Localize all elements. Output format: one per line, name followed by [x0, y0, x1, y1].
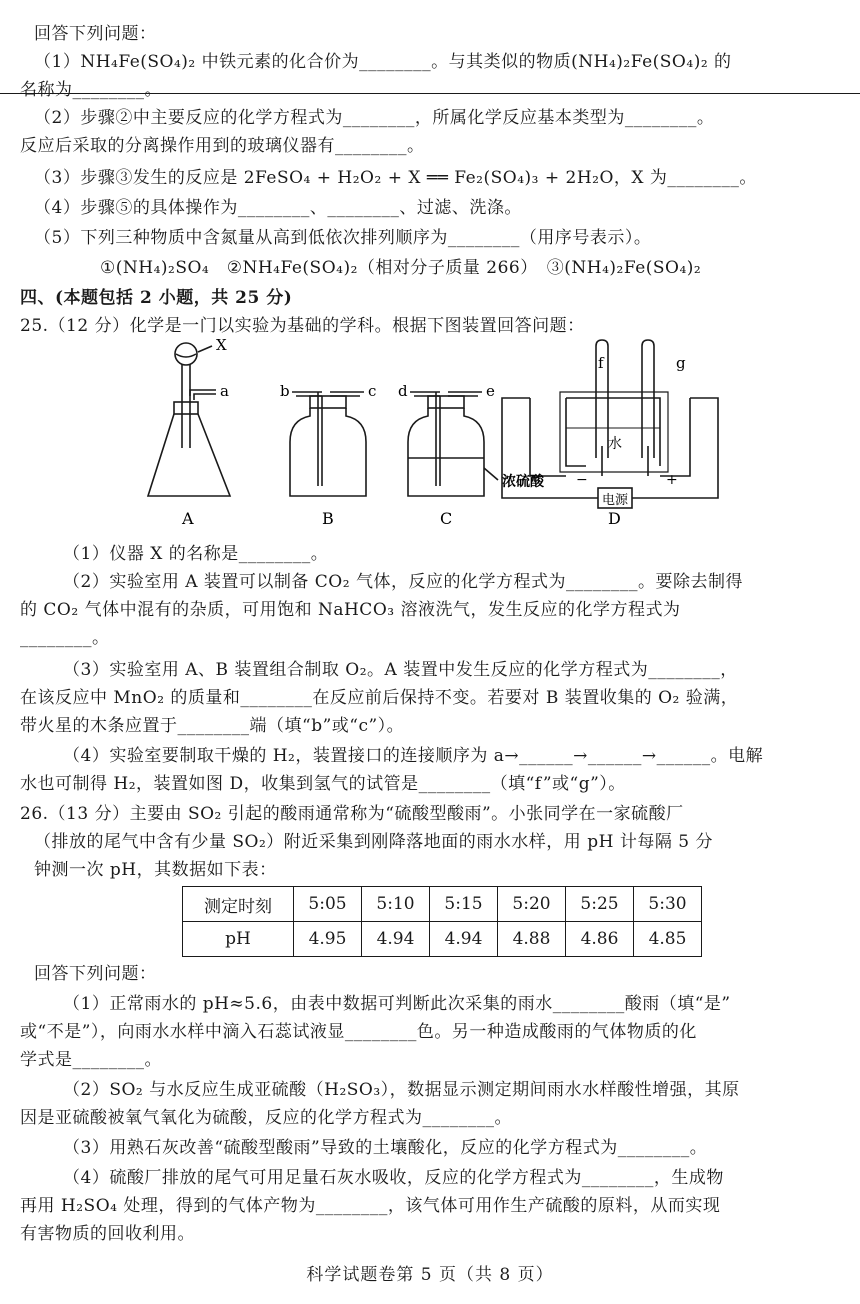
q26-stem-cont: （排放的尾气中含有少量 SO₂）附近采集到刚降落地面的雨水水样，用 pH 计每隔 5 分 [34, 832, 713, 852]
plus-sign: + [666, 472, 678, 488]
q26-part2: （2）SO₂ 与水反应生成亚硫酸（H₂SO₃），数据显示测定期间雨水水样酸性增强，其原 [63, 1080, 740, 1100]
q26-part1-cont: 或“不是”），向雨水水样中滴入石蕊试液显________色。另一种造成酸雨的气体物质的化 [20, 1022, 697, 1042]
caption-a: A [182, 509, 194, 528]
q26-part2-cont: 因是亚硫酸被氧气氧化为硫酸，反应的化学方程式为________。 [20, 1108, 512, 1128]
table-cell: 5:20 [498, 887, 566, 922]
q26-part4-cont2: 有害物质的回收利用。 [20, 1224, 195, 1244]
apparatus-b [290, 392, 366, 496]
label-a: a [220, 382, 229, 400]
q25-part3: （3）实验室用 A、B 装置组合制取 O₂。A 装置中发生反应的化学方程式为________， [63, 660, 738, 680]
table-cell: 4.94 [362, 922, 430, 957]
q25-part2: （2）实验室用 A 装置可以制备 CO₂ 气体，反应的化学方程式为________。要除去制得 [63, 572, 743, 592]
q26-stem: 26.（13 分）主要由 SO₂ 引起的酸雨通常称为“硫酸型酸雨”。小张同学在一家硫酸厂 [20, 804, 684, 824]
question-intro: 回答下列问题： [34, 24, 157, 44]
label-e: e [486, 382, 495, 400]
table-cell: 4.95 [294, 922, 362, 957]
q24-part3: （3）步骤③发生的反应是 2FeSO₄ + H₂O₂ + X ══ Fe₂(SO₄)₃ + 2H₂O，X 为________。 [34, 168, 757, 188]
table-cell: 5:05 [294, 887, 362, 922]
q25-part1: （1）仪器 X 的名称是________。 [63, 544, 329, 564]
page-footer: 科学试题卷第 5 页（共 8 页） [306, 1265, 554, 1285]
section-heading: 四、(本题包括 2 小题，共 25 分) [20, 288, 293, 308]
q24-part5: （5）下列三种物质中含氮量从高到低依次排列顺序为________（用序号表示）。 [34, 228, 652, 248]
q26-part4: （4）硫酸厂排放的尾气可用足量石灰水吸收，反应的化学方程式为________，生成物 [63, 1168, 724, 1188]
q24-part2: （2）步骤②中主要反应的化学方程式为________，所属化学反应基本类型为________。 [34, 108, 715, 128]
apparatus-a [148, 343, 230, 496]
label-f: f [598, 354, 604, 372]
q26-part1-cont2: 学式是________。 [20, 1050, 162, 1070]
caption-c: C [440, 509, 453, 528]
q25-part3-cont2: 带火星的木条应置于________端（填“b”或“c”）。 [20, 716, 405, 736]
q26-stem-cont2: 钟测一次 pH，其数据如下表： [34, 860, 277, 880]
apparatus-c [408, 392, 498, 496]
table-cell: 4.94 [430, 922, 498, 957]
ph-data-table [182, 886, 702, 957]
table-cell: 4.88 [498, 922, 566, 957]
q26-part3: （3）用熟石灰改善“硫酸型酸雨”导致的土壤酸化，反应的化学方程式为________。 [63, 1138, 708, 1158]
q25-part4-cont: 水也可制得 H₂，装置如图 D，收集到氢气的试管是________（填“f”或“g”）。 [20, 774, 626, 794]
q25-stem: 25.（12 分）化学是一门以实验为基础的学科。根据下图装置回答问题： [20, 316, 585, 336]
caption-d: D [608, 509, 621, 528]
caption-b: B [322, 509, 334, 528]
label-x: X [216, 338, 227, 354]
q24-part5-options: ①(NH₄)₂SO₄ ②NH₄Fe(SO₄)₂（相对分子质量 266） ③(NH₄)₂Fe(SO₄)₂ [100, 258, 702, 278]
label-b: b [280, 382, 290, 400]
table-cell: 5:25 [566, 887, 634, 922]
q24-part1-cont: 名称为________。 [20, 80, 162, 100]
divider-line [0, 93, 860, 94]
apparatus-figure [130, 338, 730, 530]
q24-part2-cont: 反应后采取的分离操作用到的玻璃仪器有________。 [20, 136, 425, 156]
table-row [183, 887, 702, 922]
q26-part4-cont: 再用 H₂SO₄ 处理，得到的气体产物为________，该气体可用作生产硫酸的原料，从而实现 [20, 1196, 721, 1216]
acid-label: 浓硫酸 [502, 474, 544, 490]
power-label: 电源 [602, 493, 629, 508]
table-header-ph: pH [183, 922, 294, 957]
table-cell: 5:15 [430, 887, 498, 922]
q24-part4: （4）步骤⑤的具体操作为________、________、过滤、洗涤。 [34, 198, 522, 218]
minus-sign: − [576, 472, 588, 488]
table-cell: 4.86 [566, 922, 634, 957]
label-d: d [398, 382, 408, 400]
q25-part2-cont: 的 CO₂ 气体中混有的杂质，可用饱和 NaHCO₃ 溶液洗气，发生反应的化学方程式为 [20, 600, 681, 620]
table-cell: 5:30 [634, 887, 702, 922]
table-row [183, 922, 702, 957]
q26-part1: （1）正常雨水的 pH≈5.6，由表中数据可判断此次采集的雨水________酸雨（填“是” [63, 994, 731, 1014]
q25-part3-cont: 在该反应中 MnO₂ 的质量和________在反应前后保持不变。若要对 B 装置收集的 O₂ 验满， [20, 688, 739, 708]
q25-part2-blank: ________。 [20, 628, 110, 648]
q24-part1: （1）NH₄Fe(SO₄)₂ 中铁元素的化合价为________。与其类似的物质(NH₄)₂Fe(SO₄)₂ 的 [34, 52, 732, 72]
label-c: c [368, 382, 377, 400]
q25-part4: （4）实验室要制取干燥的 H₂，装置接口的连接顺序为 a→______→______→______。电解 [63, 746, 764, 766]
table-header-time: 测定时刻 [183, 887, 294, 922]
water-label: 水 [608, 436, 622, 452]
table-cell: 5:10 [362, 887, 430, 922]
table-cell: 4.85 [634, 922, 702, 957]
q26-intro: 回答下列问题： [34, 964, 157, 984]
label-g: g [676, 354, 686, 372]
